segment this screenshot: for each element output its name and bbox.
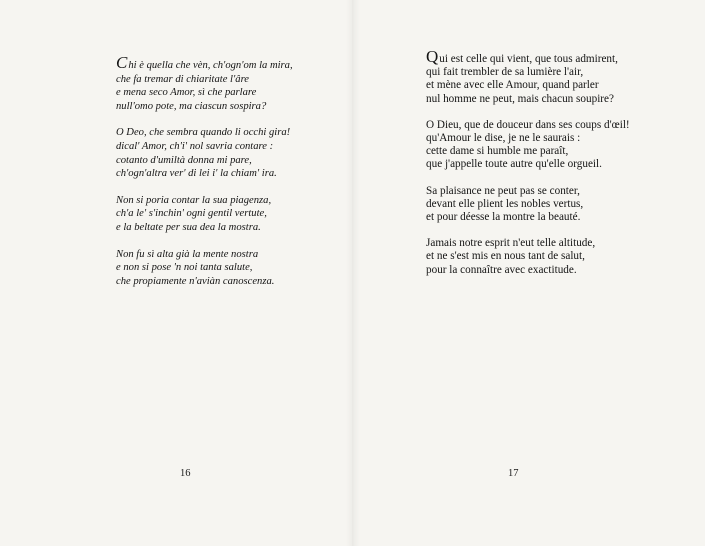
verse-line: nul homme ne peut, mais chacun soupire? — [426, 92, 614, 105]
verse-line: dical' Amor, ch'i' nol savria contare : — [116, 140, 274, 152]
verse-line: qu'Amour le dise, je ne le saurais : — [426, 132, 581, 145]
verse-line: et ne s'est mis en nous tant de salut, — [426, 250, 585, 263]
stanza-3 — [426, 185, 630, 225]
page-number-left: 16 — [180, 468, 191, 479]
verse-line: e non si pose 'n noi tanta salute, — [116, 262, 253, 274]
verse-line: O Deo, che sembra quando li occhi gira! — [116, 127, 291, 139]
verse-line: qui fait trembler de sa lumière l'air, — [426, 66, 584, 79]
italian-poem — [116, 53, 293, 301]
verse-line: ch'ogn'altra ver' di lei i' la chiam' ira. — [116, 168, 277, 180]
stanza-1 — [116, 53, 293, 113]
verse-line: che propiamente n'aviàn canoscenza. — [116, 275, 275, 287]
verse-line: null'omo pote, ma ciascun sospira? — [116, 100, 267, 112]
stanza-2 — [116, 126, 293, 180]
verse-line: e la beltate per sua dea la mostra. — [116, 221, 261, 233]
stanza-3 — [116, 194, 293, 235]
stanza-4 — [116, 248, 293, 289]
verse-line: Chi è quella che vèn, ch'ogn'om la mira, — [116, 53, 293, 72]
verse-line: O Dieu, que de douceur dans ses coups d'œil! — [426, 118, 630, 131]
verse-line: cette dame si humble me paraît, — [426, 145, 569, 158]
verse-line: cotanto d'umiltà donna mi pare, — [116, 154, 252, 166]
book-gutter — [346, 0, 360, 546]
verse-line: e mena seco Amor, sì che parlare — [116, 87, 257, 99]
verse-line: devant elle plient les nobles vertus, — [426, 197, 584, 210]
page-number-right: 17 — [508, 468, 519, 479]
verse-line: et mène avec elle Amour, quand parler — [426, 79, 599, 92]
stanza-4 — [426, 237, 630, 277]
verse-line: Qui est celle qui vient, que tous admirent, — [426, 47, 618, 66]
french-poem — [426, 47, 630, 290]
verse-line: ch'a le' s'inchin' ogni gentil vertute, — [116, 208, 267, 220]
verse-line: Jamais notre esprit n'eut telle altitude, — [426, 237, 596, 250]
stanza-2 — [426, 119, 630, 172]
drop-cap: C — [116, 53, 128, 72]
verse-line: Non si poria contar la sua piagenza, — [116, 194, 272, 206]
verse-line: Sa plaisance ne peut pas se conter, — [426, 184, 580, 197]
stanza-1 — [426, 47, 630, 106]
verse-line: pour la connaître avec exactitude. — [426, 263, 577, 276]
drop-cap: Q — [426, 47, 439, 66]
verse-line: che fa tremar di chiaritate l'âre — [116, 73, 249, 85]
verse-line: Non fu sì alta già la mente nostra — [116, 248, 259, 260]
verse-line: que j'appelle toute autre qu'elle orgueil. — [426, 158, 602, 171]
verse-line: et pour déesse la montre la beauté. — [426, 211, 581, 224]
